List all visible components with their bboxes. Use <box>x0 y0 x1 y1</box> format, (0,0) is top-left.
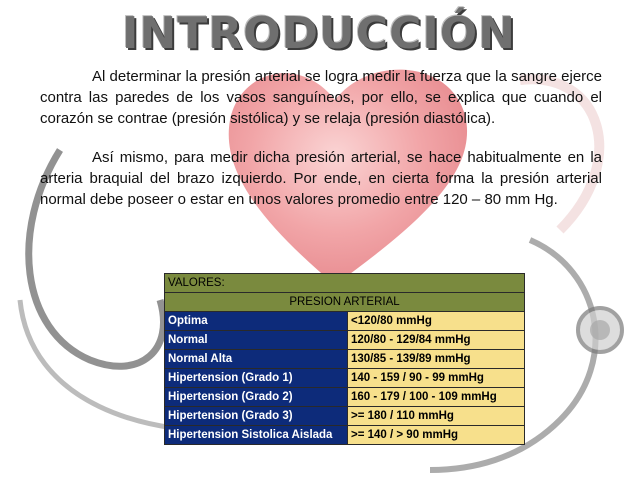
row-label: Normal Alta <box>165 350 348 369</box>
intro-text <box>40 66 602 210</box>
blood-pressure-table <box>164 273 525 445</box>
paragraph-1: Al determinar la presión arterial se logra medir la fuerza que la sangre ejerce contra las paredes de los vasos sanguíneos, por ello, se explica que cuando el corazón se contrae (presión sistólica) y se relaja (presión diastólica). <box>40 68 602 127</box>
paragraph-2: Así mismo, para medir dicha presión arterial, se hace habitualmente en la arteria braquial del brazo izquierdo. Por ende, en cierta forma la presión arterial normal debe poseer o estar en unos valores promedio entre 120 – 80 mm Hg. <box>40 149 602 208</box>
table-row <box>165 312 525 331</box>
table-row <box>165 407 525 426</box>
row-value: 160 - 179 / 100 - 109 mmHg <box>348 388 525 407</box>
row-label: Hipertension (Grado 1) <box>165 369 348 388</box>
slide-title: INTRODUCCIÓN <box>122 8 516 59</box>
row-label: Hipertension Sistolica Aislada <box>165 426 348 445</box>
table-row <box>165 331 525 350</box>
row-label: Hipertension (Grado 2) <box>165 388 348 407</box>
table-row <box>165 350 525 369</box>
chestpiece-center <box>590 320 610 340</box>
table-row <box>165 426 525 445</box>
row-value: >= 140 / > 90 mmHg <box>348 426 525 445</box>
row-value: 120/80 - 129/84 mmHg <box>348 331 525 350</box>
table-row <box>165 388 525 407</box>
row-value: >= 180 / 110 mmHg <box>348 407 525 426</box>
row-value: 140 - 159 / 90 - 99 mmHg <box>348 369 525 388</box>
row-value: 130/85 - 139/89 mmHg <box>348 350 525 369</box>
row-label: Normal <box>165 331 348 350</box>
row-label: Optima <box>165 312 348 331</box>
row-value: <120/80 mmHg <box>348 312 525 331</box>
table-row <box>165 369 525 388</box>
table-header: VALORES: <box>165 274 525 293</box>
table-subheader: PRESION ARTERIAL <box>165 293 525 312</box>
row-label: Hipertension (Grado 3) <box>165 407 348 426</box>
